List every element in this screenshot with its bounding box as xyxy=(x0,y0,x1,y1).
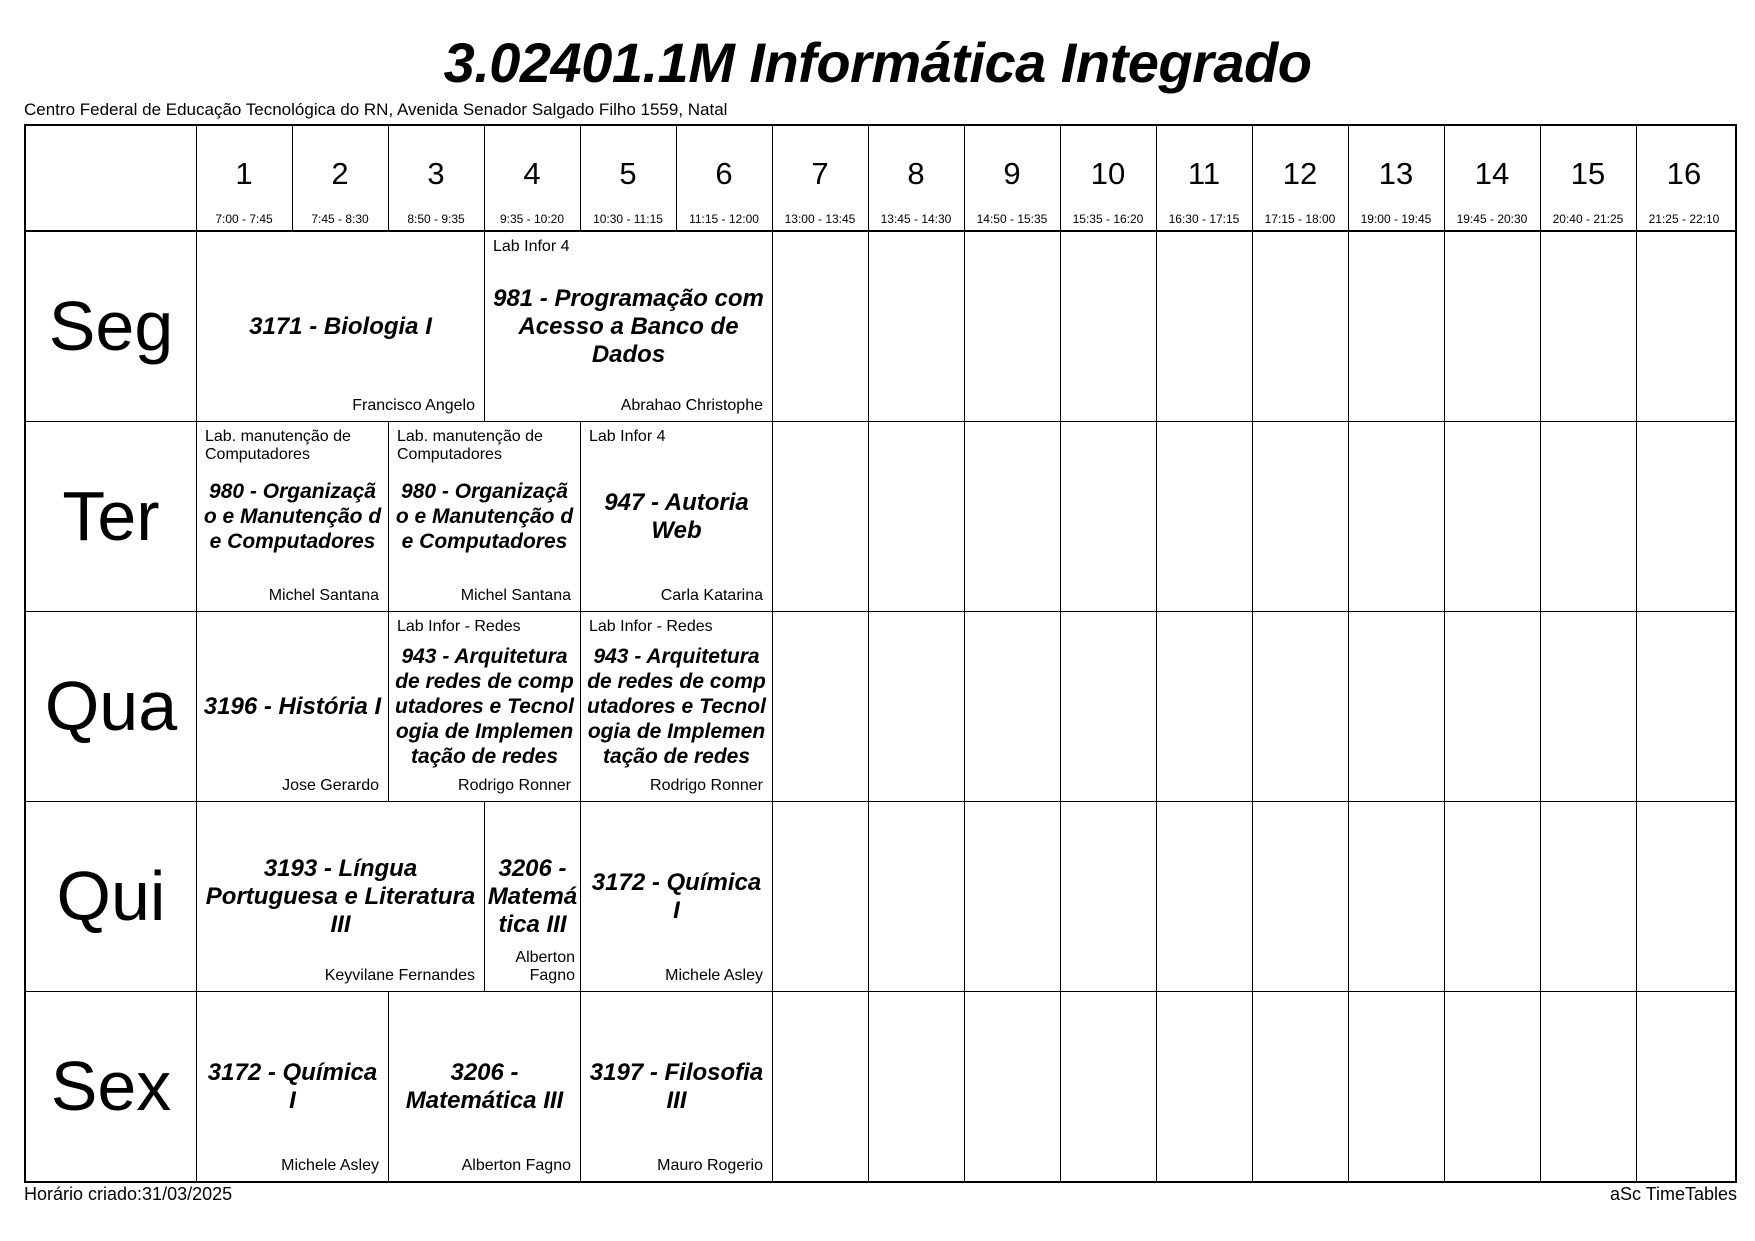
lesson-card[interactable] xyxy=(197,802,484,991)
lesson-subject-text: 3172 - Química I xyxy=(591,868,762,924)
school-address: Centro Federal de Educação Tecnológica do RN, Avenida Senador Salgado Filho 1559, Natal xyxy=(24,100,728,119)
grid-line xyxy=(772,126,773,1181)
period-header xyxy=(868,126,964,231)
lesson-subject-text: 3196 - História I xyxy=(203,692,382,720)
period-time: 19:45 - 20:30 xyxy=(1456,212,1528,226)
period-time: 13:00 - 13:45 xyxy=(784,212,856,226)
lesson-subject xyxy=(491,232,766,421)
grid-line xyxy=(868,126,869,1181)
lesson-subject-text: 981 - Programação com Acesso a Banco de Dados xyxy=(493,284,764,368)
lesson-subject-text: 3206 - Matemática III xyxy=(487,854,578,938)
period-number: 8 xyxy=(907,156,925,191)
lesson-subject xyxy=(587,802,766,991)
lesson-subject-text: 980 - Organização e Manutenção de Computadores xyxy=(395,480,574,553)
lesson-teacher: Keyvilane Fernandes xyxy=(324,967,475,984)
grid-line xyxy=(1252,126,1253,1181)
period-header xyxy=(580,126,676,231)
period-header xyxy=(964,126,1060,231)
lesson-teacher: Michele Asley xyxy=(281,1157,379,1174)
period-number: 12 xyxy=(1282,156,1318,191)
period-number: 11 xyxy=(1187,156,1221,191)
lesson-subject-text: 943 - Arquitetura de redes de computadores e Tecnologia de Implementação de redes xyxy=(395,645,574,768)
lesson-card[interactable] xyxy=(389,992,580,1181)
lesson-subject xyxy=(203,802,478,991)
period-time: 17:15 - 18:00 xyxy=(1264,212,1336,226)
lesson-subject-text: 3206 - Matemática III xyxy=(405,1058,564,1114)
timetable-grid xyxy=(24,124,1737,1183)
period-time: 11:15 - 12:00 xyxy=(689,212,759,226)
lesson-card[interactable] xyxy=(197,422,388,611)
lesson-subject-text: 3171 - Biologia I xyxy=(249,312,432,340)
lesson-subject xyxy=(395,992,574,1181)
lesson-subject-text: 980 - Organização e Manutenção de Computadores xyxy=(203,480,382,553)
lesson-room: Lab. manutenção de Computadores xyxy=(205,428,351,463)
period-time: 10:30 - 11:15 xyxy=(593,212,663,226)
period-time: 9:35 - 10:20 xyxy=(499,212,565,226)
period-header xyxy=(484,126,580,231)
lesson-teacher: Mauro Rogerio xyxy=(657,1157,763,1174)
lesson-card[interactable] xyxy=(389,422,580,611)
lesson-subject xyxy=(203,612,382,801)
period-number: 15 xyxy=(1570,156,1606,191)
lesson-room: Lab. manutenção de Computadores xyxy=(397,428,543,463)
period-header xyxy=(1060,126,1156,231)
period-time: 15:35 - 16:20 xyxy=(1072,212,1144,226)
lesson-subject xyxy=(587,992,766,1181)
lesson-card[interactable] xyxy=(197,232,484,421)
lesson-card[interactable] xyxy=(581,612,772,801)
period-header xyxy=(1252,126,1348,231)
lesson-teacher: Michele Asley xyxy=(665,967,763,984)
lesson-subject-text: 3197 - Filosofia III xyxy=(589,1058,764,1114)
lesson-room: Lab Infor - Redes xyxy=(589,618,713,635)
lesson-subject xyxy=(203,992,382,1181)
lesson-room: Lab Infor 4 xyxy=(589,428,666,445)
brand-credit: aSc TimeTables xyxy=(1609,1184,1737,1204)
lesson-teacher: Rodrigo Ronner xyxy=(650,777,763,794)
created-date: Horário criado:31/03/2025 xyxy=(24,1184,233,1204)
grid-line xyxy=(1444,126,1445,1181)
lesson-card[interactable] xyxy=(197,992,388,1181)
lesson-teacher: Alberton Fagno xyxy=(461,1157,571,1174)
lesson-teacher: Jose Gerardo xyxy=(282,777,379,794)
period-number: 14 xyxy=(1474,156,1510,191)
period-header xyxy=(196,126,292,231)
period-number: 16 xyxy=(1666,156,1702,191)
lesson-subject-text: 3172 - Química I xyxy=(207,1058,378,1114)
period-header xyxy=(676,126,772,231)
lesson-subject xyxy=(587,612,766,801)
lesson-teacher: Michel Santana xyxy=(268,587,379,604)
lesson-subject-text: 943 - Arquitetura de redes de computadores e Tecnologia de Implementação de redes xyxy=(587,645,766,768)
grid-line xyxy=(1348,126,1349,1181)
grid-line xyxy=(1156,126,1157,1181)
lesson-subject xyxy=(203,232,478,421)
period-number: 7 xyxy=(811,156,829,191)
period-header xyxy=(1348,126,1444,231)
lesson-teacher: Michel Santana xyxy=(460,587,571,604)
lesson-teacher: Carla Katarina xyxy=(660,587,763,604)
lesson-room: Lab Infor 4 xyxy=(493,238,570,255)
lesson-teacher: Alberton Fagno xyxy=(515,949,575,984)
period-header xyxy=(292,126,388,231)
period-time: 7:45 - 8:30 xyxy=(311,212,369,226)
grid-line xyxy=(964,126,965,1181)
day-label: Qui xyxy=(56,857,166,935)
period-number: 10 xyxy=(1090,156,1126,191)
grid-line xyxy=(1060,126,1061,1181)
period-number: 3 xyxy=(427,156,445,191)
lesson-card[interactable] xyxy=(581,422,772,611)
period-time: 7:00 - 7:45 xyxy=(215,212,273,226)
lesson-subject-text: 947 - Autoria Web xyxy=(604,488,749,544)
period-header xyxy=(1636,126,1732,231)
period-number: 5 xyxy=(619,156,637,191)
period-time: 20:40 - 21:25 xyxy=(1552,212,1624,226)
lesson-room: Lab Infor - Redes xyxy=(397,618,521,635)
lesson-teacher: Abrahao Christophe xyxy=(620,397,763,414)
period-number: 4 xyxy=(523,156,541,191)
lesson-subject xyxy=(395,422,574,611)
lesson-subject xyxy=(395,612,574,801)
day-label: Seg xyxy=(48,287,174,365)
period-header xyxy=(1444,126,1540,231)
grid-line xyxy=(1540,126,1541,1181)
lesson-card[interactable] xyxy=(581,992,772,1181)
lesson-subject-text: 3193 - Língua Portuguesa e Literatura III xyxy=(205,854,476,938)
period-header xyxy=(1156,126,1252,231)
period-header xyxy=(388,126,484,231)
period-time: 21:25 - 22:10 xyxy=(1648,212,1720,226)
lesson-card[interactable] xyxy=(389,612,580,801)
period-number: 9 xyxy=(1003,156,1021,191)
lesson-subject xyxy=(203,422,382,611)
period-time: 13:45 - 14:30 xyxy=(880,212,952,226)
period-time: 8:50 - 9:35 xyxy=(407,212,465,226)
period-number: 13 xyxy=(1378,156,1414,191)
period-number: 6 xyxy=(715,156,733,191)
period-time: 14:50 - 15:35 xyxy=(976,212,1048,226)
lesson-card[interactable] xyxy=(197,612,388,801)
period-number: 1 xyxy=(235,156,253,191)
period-time: 16:30 - 17:15 xyxy=(1168,212,1240,226)
period-time: 19:00 - 19:45 xyxy=(1360,212,1432,226)
lesson-card[interactable] xyxy=(485,802,580,991)
lesson-teacher: Rodrigo Ronner xyxy=(458,777,571,794)
page-title: 3.02401.1M Informática Integrado xyxy=(443,31,1312,94)
grid-line xyxy=(1636,126,1637,1181)
day-label: Sex xyxy=(50,1047,172,1125)
lesson-card[interactable] xyxy=(581,802,772,991)
period-header xyxy=(772,126,868,231)
lesson-teacher: Francisco Angelo xyxy=(352,397,475,414)
lesson-card[interactable] xyxy=(485,232,772,421)
period-number: 2 xyxy=(331,156,349,191)
day-label: Ter xyxy=(62,477,160,555)
day-label: Qua xyxy=(44,667,178,745)
period-header xyxy=(1540,126,1636,231)
lesson-subject xyxy=(587,422,766,611)
